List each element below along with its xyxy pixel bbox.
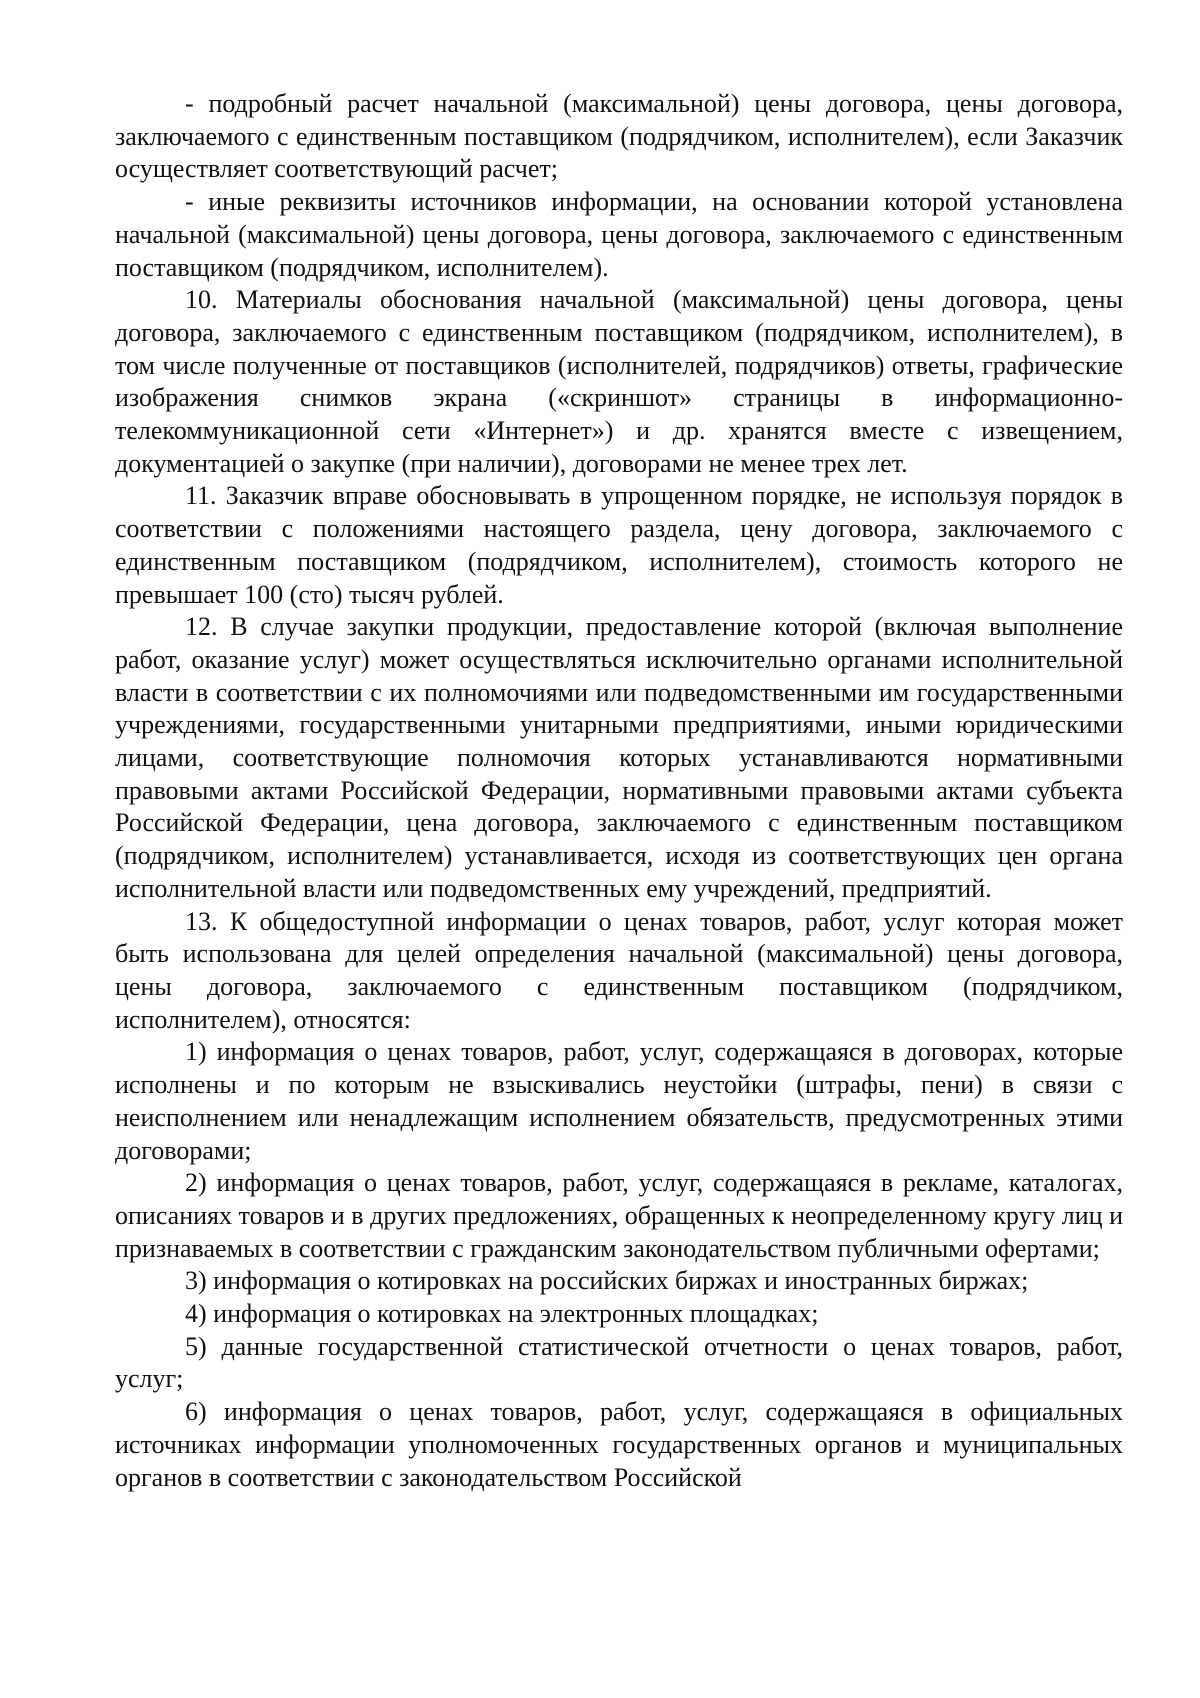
paragraph-item-13: 13. К общедоступной информации о ценах товаров, работ, услуг которая может быть использована для целей определения начальной (максимальной) цены договора, цены договора, заключаемого с единственным поставщиком (подрядчиком, исполнителем), относятся: — [115, 906, 1123, 1034]
paragraph-subitem-1: 1) информация о ценах товаров, работ, услуг, содержащаяся в договорах, которые исполнены и по которым не взыскивались неустойки (штрафы, пени) в связи с неисполнением или ненадлежащим исполнением обязательств, предусмотренных этими договорами; — [115, 1037, 1123, 1165]
paragraph-item-12: 12. В случае закупки продукции, предоставление которой (включая выполнение работ, оказание услуг) может осуществляться исключительно органами исполнительной власти в соответствии с их полномочиями или подведомственными им государственными учреждениями, государственными унитарными предприятиями, иными юридическими лицами, соответствующие полномочия которых устанавливаются нормативными правовыми актами Российской Федерации, нормативными правовыми актами субъекта Российской Федерации, цена договора, заключаемого с единственным поставщиком (подрядчиком, исполнителем) устанавливается, исходя из соответствующих цен органа исполнительной власти или подведомственных ему учреждений, предприятий. — [115, 612, 1123, 903]
paragraph-subitem-6: 6) информация о ценах товаров, работ, услуг, содержащаяся в официальных источниках информации уполномоченных государственных органов и муниципальных органов в соответствии с законодательством Российской — [115, 1397, 1123, 1492]
paragraph-subitem-3: 3) информация о котировках на российских биржах и иностранных биржах; — [185, 1266, 1029, 1296]
paragraph-subitem-2: 2) информация о ценах товаров, работ, услуг, содержащаяся в рекламе, каталогах, описаниях товаров и в других предложениях, обращенных к неопределенному кругу лиц и признаваемых в соответствии с гражданским законодательством публичными офертами; — [115, 1168, 1123, 1263]
paragraph-subitem-5: 5) данные государственной статистической отчетности о ценах товаров, работ, услуг; — [115, 1331, 1123, 1394]
paragraph-calculation-detail: - подробный расчет начальной (максимальной) цены договора, цены договора, заключаемого с единственным поставщиком (подрядчиком, исполнителем), если Заказчик осуществляет соответствующий расчет; — [115, 89, 1123, 184]
paragraph-item-11: 11. Заказчик вправе обосновывать в упрощенном порядке, не используя порядок в соответствии с положениями настоящего раздела, цену договора, заключаемого с единственным поставщиком (подрядчиком, исполнителем), стоимость которого не превышает 100 (сто) тысяч рублей. — [115, 481, 1123, 609]
paragraph-subitem-4: 4) информация о котировках на электронных площадках; — [185, 1299, 819, 1329]
document-body — [115, 88, 1123, 1494]
paragraph-item-10: 10. Материалы обоснования начальной (максимальной) цены договора, цены договора, заключаемого с единственным поставщиком (подрядчиком, исполнителем), в том числе полученные от поставщиков (исполнителей, подрядчиков) ответы, графические изображения снимков экрана («скриншот» страницы в информационно-телекоммуникационной сети «Интернет») и др. хранятся вместе с извещением, документацией о закупке (при наличии), договорами не менее трех лет. — [115, 285, 1123, 478]
paragraph-other-requisites: - иные реквизиты источников информации, на основании которой установлена начальной (максимальной) цены договора, цены договора, заключаемого с единственным поставщиком (подрядчиком, исполнителем). — [115, 187, 1123, 282]
